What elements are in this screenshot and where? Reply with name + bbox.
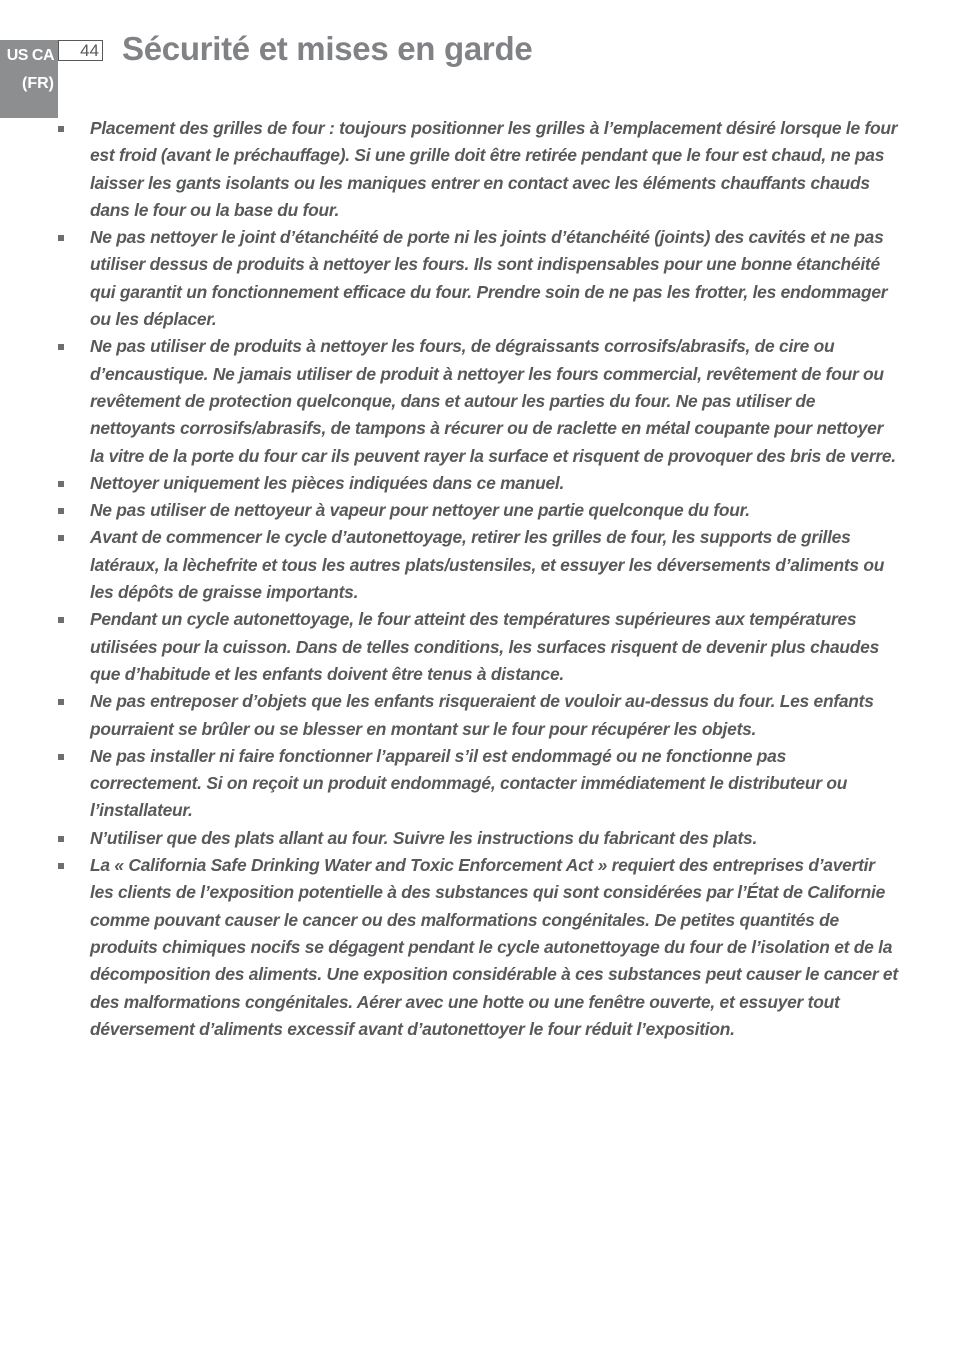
list-item bbox=[56, 606, 901, 688]
list-item bbox=[56, 224, 901, 333]
list-item-text: Placement des grilles de four : toujours positionner les grilles à l’emplacement désiré lorsque le four est froid (avant le préchauffage). Si une grille doit être retirée pendant que le four est chaud, ne pas laisser les gants isolants ou les maniques entrer en contact avec les éléments chauffants chauds dans le four ou la base du four. bbox=[90, 118, 898, 220]
square-bullet-icon bbox=[58, 535, 64, 541]
page-number: 44 bbox=[58, 40, 103, 61]
list-item bbox=[56, 852, 901, 1043]
square-bullet-icon bbox=[58, 481, 64, 487]
list-item bbox=[56, 688, 901, 743]
list-item bbox=[56, 115, 901, 224]
square-bullet-icon bbox=[58, 699, 64, 705]
list-item-text: Nettoyer uniquement les pièces indiquées dans ce manuel. bbox=[90, 472, 565, 493]
list-item-text: La « California Safe Drinking Water and Toxic Enforcement Act » requiert des entreprises d’avertir les clients de l’exposition potentielle à des substances qui sont considérées par l’État de Californie comme pouvant causer le cancer ou des malformations congénitales. De petites quantités de produits chimiques nocifs se dégagent pendant le cycle autonettoyage du four de l’isolation et de la décomposition des aliments. Une exposition considérable à ces substances peut causer le cancer et des malformations congénitales. Aérer avec une hotte ou une fenêtre ouverte, et essuyer tout déversement d’aliments excessif avant d’autonettoyer le four réduit l’exposition. bbox=[90, 855, 898, 1039]
list-item bbox=[56, 497, 901, 524]
square-bullet-icon bbox=[58, 754, 64, 760]
list-item-text: Ne pas entreposer d’objets que les enfants risqueraient de vouloir au-dessus du four. Les enfants pourraient se brûler ou se blesser en montant sur le four pour récupérer les objets. bbox=[90, 691, 874, 739]
list-item-text: Avant de commencer le cycle d’autonettoyage, retirer les grilles de four, les supports de grilles latéraux, la lèchefrite et tous les autres plats/ustensiles, et essuyer les déversements d’aliments ou les dépôts de graisse importants. bbox=[90, 527, 885, 603]
region-label: US CA bbox=[6, 47, 54, 64]
list-item bbox=[56, 825, 901, 852]
page-title: Sécurité et mises en garde bbox=[122, 30, 533, 67]
square-bullet-icon bbox=[58, 836, 64, 842]
list-item-text: Ne pas installer ni faire fonctionner l’appareil s’il est endommagé ou ne fonctionne pas correctement. Si on reçoit un produit endommagé, contacter immédiatement le distributeur ou l’installateur. bbox=[90, 745, 848, 821]
square-bullet-icon bbox=[58, 235, 64, 241]
safety-warnings-list bbox=[56, 115, 901, 1043]
list-item bbox=[56, 333, 901, 469]
square-bullet-icon bbox=[58, 126, 64, 132]
list-item-text: Ne pas nettoyer le joint d’étanchéité de porte ni les joints d’étanchéité (joints) des cavités et ne pas utiliser dessus de produits à nettoyer les fours. Ils sont indispensables pour une bonne étanchéité qui garantit un fonctionnement efficace du four. Prendre soin de ne pas les frotter, les endommager ou les déplacer. bbox=[90, 227, 888, 330]
list-item-text: Pendant un cycle autonettoyage, le four atteint des températures supérieures aux températures utilisées pour la cuisson. Dans de telles conditions, les surfaces risquent de devenir plus chaudes que d’habitude et les enfants doivent être tenus à distance. bbox=[90, 609, 879, 684]
square-bullet-icon bbox=[58, 508, 64, 514]
list-item-text: Ne pas utiliser de produits à nettoyer les fours, de dégraissants corrosifs/abrasifs, de cire ou d’encaustique. Ne jamais utiliser de produit à nettoyer les fours commercial, revêtement de four ou revêtement de protection quelconque, dans et autour les parties du four. Ne pas utiliser de nettoyants corrosifs/abrasifs, de tampons à récurer ou de raclette en métal coupante pour nettoyer la vitre de la porte du four car ils peuvent rayer la surface et risquent de provoquer des bris de verre. bbox=[90, 336, 896, 466]
language-label: (FR) bbox=[22, 75, 54, 92]
list-item bbox=[56, 743, 901, 825]
region-language-tab bbox=[0, 40, 58, 118]
list-item-text: N’utiliser que des plats allant au four. Suivre les instructions du fabricant des plats. bbox=[90, 827, 758, 848]
list-item bbox=[56, 524, 901, 606]
list-item bbox=[56, 470, 901, 497]
list-item-text: Ne pas utiliser de nettoyeur à vapeur pour nettoyer une partie quelconque du four. bbox=[90, 500, 750, 521]
square-bullet-icon bbox=[58, 617, 64, 623]
square-bullet-icon bbox=[58, 863, 64, 869]
square-bullet-icon bbox=[58, 344, 64, 350]
